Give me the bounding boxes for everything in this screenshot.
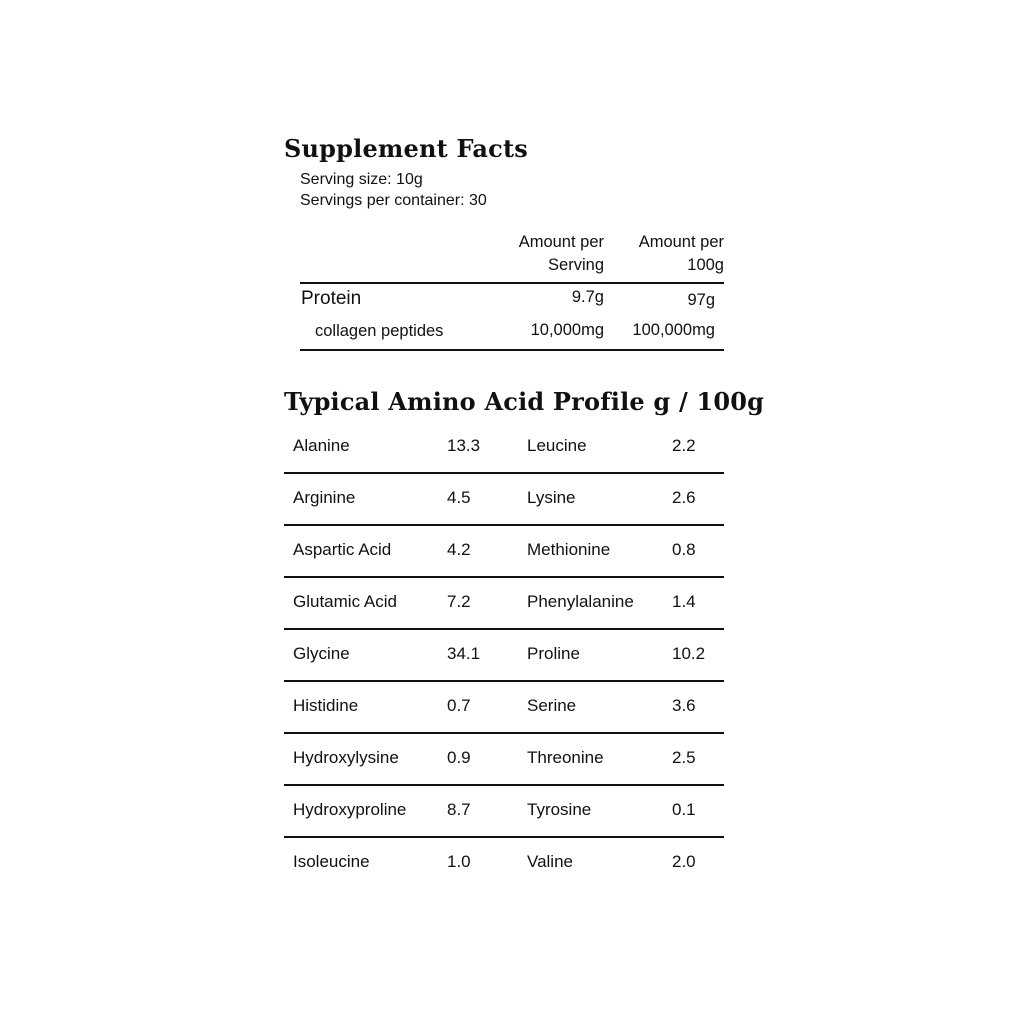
amino-acid-name: Aspartic Acid xyxy=(293,540,392,559)
table-row xyxy=(284,786,724,838)
amino-acid-name: Phenylalanine xyxy=(527,592,634,611)
table-row xyxy=(284,734,724,786)
amino-acid-name: Glutamic Acid xyxy=(293,592,397,611)
collagen-per-serving: 10,000mg xyxy=(530,321,604,339)
column-header-line: Serving xyxy=(548,256,604,274)
amino-acid-value: 4.5 xyxy=(447,488,471,507)
amino-acid-value: 1.4 xyxy=(672,592,696,611)
amino-acid-value: 8.7 xyxy=(447,800,471,819)
amino-acid-value: 0.9 xyxy=(447,748,471,767)
serving-size: Serving size: 10g xyxy=(300,171,423,188)
amino-acid-value: 10.2 xyxy=(672,644,706,663)
amino-acid-value: 0.1 xyxy=(672,800,696,819)
amino-acid-name: Isoleucine xyxy=(293,852,370,871)
amino-acid-name: Proline xyxy=(527,644,580,663)
protein-label: Protein xyxy=(301,288,362,309)
amino-acid-name: Alanine xyxy=(293,436,350,455)
amino-acid-name: Tyrosine xyxy=(527,800,592,819)
amino-acid-table xyxy=(284,422,724,890)
servings-per-container: Servings per container: 30 xyxy=(300,192,487,209)
table-top-rule xyxy=(300,282,724,284)
amino-acid-name: Threonine xyxy=(527,748,604,767)
amino-acid-value: 2.2 xyxy=(672,436,696,455)
collagen-peptides-label: collagen peptides xyxy=(315,322,444,340)
amino-acid-value: 2.5 xyxy=(672,748,696,767)
amino-acid-name: Arginine xyxy=(293,488,356,507)
amino-acid-value: 4.2 xyxy=(447,540,471,559)
column-header-line: Amount per xyxy=(638,233,724,251)
amino-acid-name: Serine xyxy=(527,696,577,715)
amino-acid-value: 2.6 xyxy=(672,488,696,507)
amino-acid-value: 34.1 xyxy=(447,644,481,663)
protein-per-serving: 9.7g xyxy=(571,288,604,306)
table-row xyxy=(284,578,724,630)
column-header-per-100g xyxy=(639,231,724,277)
protein-per-100g: 97g xyxy=(687,291,715,309)
amino-acid-value: 13.3 xyxy=(447,436,481,455)
amino-acid-name: Hydroxyproline xyxy=(293,800,407,819)
amino-acid-name: Lysine xyxy=(527,488,576,507)
table-row xyxy=(284,526,724,578)
amino-acid-name: Glycine xyxy=(293,644,350,663)
table-row xyxy=(284,422,724,474)
amino-acid-value: 3.6 xyxy=(672,696,696,715)
amino-acid-name: Leucine xyxy=(527,436,587,455)
table-row xyxy=(284,838,724,890)
amino-acid-name: Valine xyxy=(527,852,573,871)
column-header-line: 100g xyxy=(687,256,724,274)
amino-acid-value: 1.0 xyxy=(447,852,471,871)
supplement-facts-title: Supplement Facts xyxy=(284,134,528,163)
amino-acid-value: 7.2 xyxy=(447,592,471,611)
table-row xyxy=(284,682,724,734)
amino-acid-name: Histidine xyxy=(293,696,359,715)
table-row xyxy=(284,474,724,526)
amino-acid-profile-title: Typical Amino Acid Profile g / 100g xyxy=(284,387,765,416)
table-row xyxy=(284,630,724,682)
collagen-per-100g: 100,000mg xyxy=(632,321,715,339)
column-header-per-serving xyxy=(519,231,604,277)
table-bottom-rule xyxy=(300,349,724,351)
amino-acid-name: Hydroxylysine xyxy=(293,748,399,767)
amino-acid-name: Methionine xyxy=(527,540,611,559)
amino-acid-value: 2.0 xyxy=(672,852,696,871)
amino-acid-value: 0.8 xyxy=(672,540,696,559)
amino-acid-value: 0.7 xyxy=(447,696,471,715)
column-header-line: Amount per xyxy=(518,233,604,251)
